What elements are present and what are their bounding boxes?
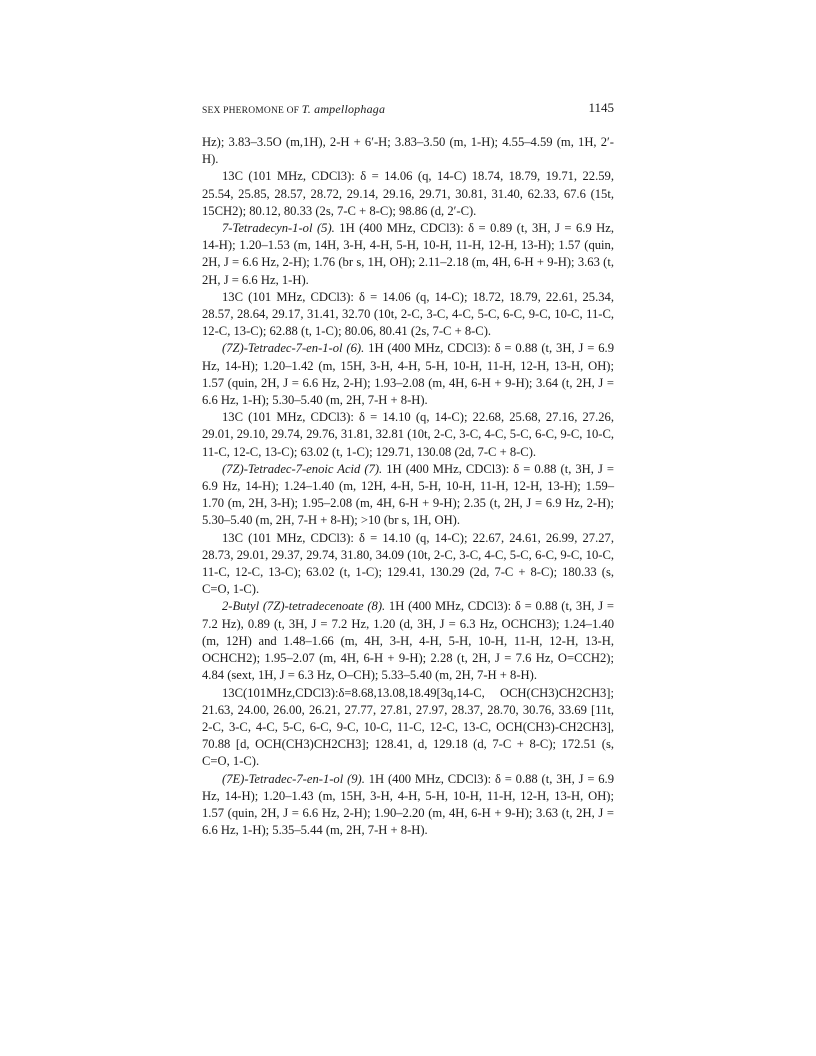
page-header — [202, 100, 614, 120]
paragraph-text: 13C (101 MHz, CDCl3): δ = 14.06 (q, 14-C) 18.74, 18.79, 19.71, 22.59, 25.54, 25.85, 28.57, 28.72, 29.14, 29.16, 29.71, 30.81, 31.40, 62.33, 67.6 (15t, 15CH2); 80.12, 80.33 (2s, 7-C + 8-C); 98.86 (d, 2′-C). — [202, 169, 614, 218]
paragraph-text: 13C(101MHz,CDCl3):δ=8.68,13.08,18.49[3q,14-C, OCH(CH3)CH2CH3]; 21.63, 24.00, 26.00, 26.21, 27.77, 27.81, 27.97, 28.37, 28.70, 30.76, 33.69 [11t, 2-C, 3-C, 4-C, 5-C, 6-C, 9-C, 10-C, 11-C, 12-C, 13-C, OCH(CH3)-CH2CH3], 70.88 [d, OCH(CH3)CH2CH3]; 128.41, d, 129.18 (d, 7-C + 8-C); 172.51 (s, C=O, 1-C). — [202, 685, 614, 769]
paragraph-text: Hz); 3.83–3.5O (m,1H), 2-H + 6′-H; 3.83–3.50 (m, 1-H); 4.55–4.59 (m, 1H, 2′-H). — [202, 135, 614, 167]
paragraph-p3 — [202, 220, 614, 289]
paragraph-p11 — [202, 771, 614, 840]
paragraph-text: 1H (400 MHz, CDCl3): δ = 0.88 (t, 3H, J = 6.9 Hz, 14-H); 1.20–1.42 (m, 15H, 3-H, 4-H, 5-H, 10-H, 11-H, 12-H, 13-H, OH); 1.57 (quin, 2H, J = 6.6 Hz, 2-H); 1.93–2.08 (m, 4H, 6-H + 9-H); 3.64 (t, 2H, J = 6.6 Hz, 1-H); 5.30–5.40 (m, 2H, 7-H + 8-H). — [202, 341, 614, 408]
paragraph-text: 13C (101 MHz, CDCl3): δ = 14.10 (q, 14-C); 22.68, 25.68, 27.16, 27.26, 29.01, 29.10, 29.74, 29.76, 31.81, 32.81 (10t, 2-C, 3-C, 4-C, 5-C, 6-C, 9-C, 10-C, 11-C, 12-C, 13-C); 63.02 (t, 1-C); 129.71, 130.08 (2d, 7-C + 8-C). — [202, 410, 614, 459]
paragraph-text: 13C (101 MHz, CDCl3): δ = 14.06 (q, 14-C); 18.72, 18.79, 22.61, 25.34, 28.57, 28.64, 29.17, 31.41, 32.70 (10t, 2-C, 3-C, 4-C, 5-C, 6-C, 9-C, 10-C, 11-C, 12-C, 13-C); 62.88 (t, 1-C); 80.06, 80.41 (2s, 7-C + 8-C). — [202, 289, 614, 339]
paragraph-p1 — [202, 134, 614, 168]
page-number: 1145 — [588, 100, 614, 115]
paragraph-p7 — [202, 461, 614, 530]
running-head-prefix: SEX PHEROMONE OF — [202, 106, 302, 116]
paragraph-text: 1H (400 MHz, CDCl3): δ = 0.88 (t, 3H, J = 7.2 Hz), 0.89 (t, 3H, J = 7.2 Hz, 1.20 (d, 3H, J = 6.3 Hz, OCHCH3); 1.24–1.40 (m, 12H) and 1.48–1.66 (m, 4H, 3-H, 4-H, 5-H, 10-H, 11-H, 12-H, 13-H, OCHCH2); 1.95–2.07 (m, 4H, 6-H + 9-H); 2.28 (t, 2H, J = 7.6 Hz, O=CCH2); 4.84 (sext, 1H, J = 6.3 Hz, O–CH); 5.33–5.40 (m, 2H, 7-H + 8-H). — [202, 599, 614, 683]
compound-title: (7Z)-Tetradec-7-enoic Acid (7). — [222, 461, 383, 476]
body-text — [202, 134, 614, 839]
paragraph-text: 13C (101 MHz, CDCl3): δ = 14.10 (q, 14-C); 22.67, 24.61, 26.99, 27.27, 28.73, 29.01, 29.37, 29.74, 31.80, 34.09 (10t, 2-C, 3-C, 4-C, 5-C, 6-C, 9-C, 10-C, 11-C, 12-C, 13-C); 63.02 (t, 1-C); 129.41, 130.29 (2d, 7-C + 8-C); 180.33 (s, C=O, 1-C). — [202, 530, 614, 597]
paragraph-text: 1H (400 MHz, CDCl3): δ = 0.88 (t, 3H, J = 6.9 Hz, 14-H); 1.20–1.43 (m, 15H, 3-H, 4-H, 5-H, 10-H, 11-H, 12-H, 13-H, OH); 1.57 (quin, 2H, J = 6.6 Hz, 2-H); 1.90–2.20 (m, 4H, 6-H + 9-H); 3.63 (t, 2H, J = 6.6 Hz, 1-H); 5.35–5.44 (m, 2H, 7-H + 8-H). — [202, 771, 615, 838]
paragraph-p8 — [202, 530, 614, 599]
paragraph-p5 — [202, 340, 614, 409]
compound-title: 7-Tetradecyn-1-ol (5). — [222, 221, 335, 236]
running-head-species: T. ampellophaga — [301, 102, 386, 116]
compound-title: (7E)-Tetradec-7-en-1-ol (9). — [222, 771, 365, 786]
paragraph-p10 — [202, 685, 614, 771]
paragraph-p6 — [202, 409, 614, 461]
paragraph-p4 — [202, 289, 614, 341]
paragraph-text: 1H (400 MHz, CDCl3): δ = 0.88 (t, 3H, J = 6.9 Hz, 14-H); 1.24–1.40 (m, 12H, 4-H, 5-H, 10-H, 11-H, 12-H, 13-H); 1.59–1.70 (m, 2H, 3-H); 1.95–2.08 (m, 4H, 6-H + 9-H); 2.35 (t, 2H, J = 6.9 Hz, 2-H); 5.30–5.40 (m, 2H, 7-H + 8-H); >10 (br s, 1H, OH). — [202, 461, 614, 528]
paragraph-p9 — [202, 598, 614, 684]
compound-title: (7Z)-Tetradec-7-en-1-ol (6). — [222, 341, 365, 356]
paragraph-text: 1H (400 MHz, CDCl3): δ = 0.89 (t, 3H, J = 6.9 Hz, 14-H); 1.20–1.53 (m, 14H, 3-H, 4-H, 5-H, 10-H, 11-H, 12-H, 13-H); 1.57 (quin, 2H, J = 6.6 Hz, 2-H); 1.76 (br s, 1H, OH); 2.11–2.18 (m, 4H, 6-H + 9-H); 3.63 (t, 2H, J = 6.6 Hz, 1-H). — [202, 221, 615, 287]
running-head — [202, 102, 385, 117]
paragraph-p2 — [202, 168, 614, 220]
compound-title: 2-Butyl (7Z)-tetradecenoate (8). — [222, 599, 386, 614]
